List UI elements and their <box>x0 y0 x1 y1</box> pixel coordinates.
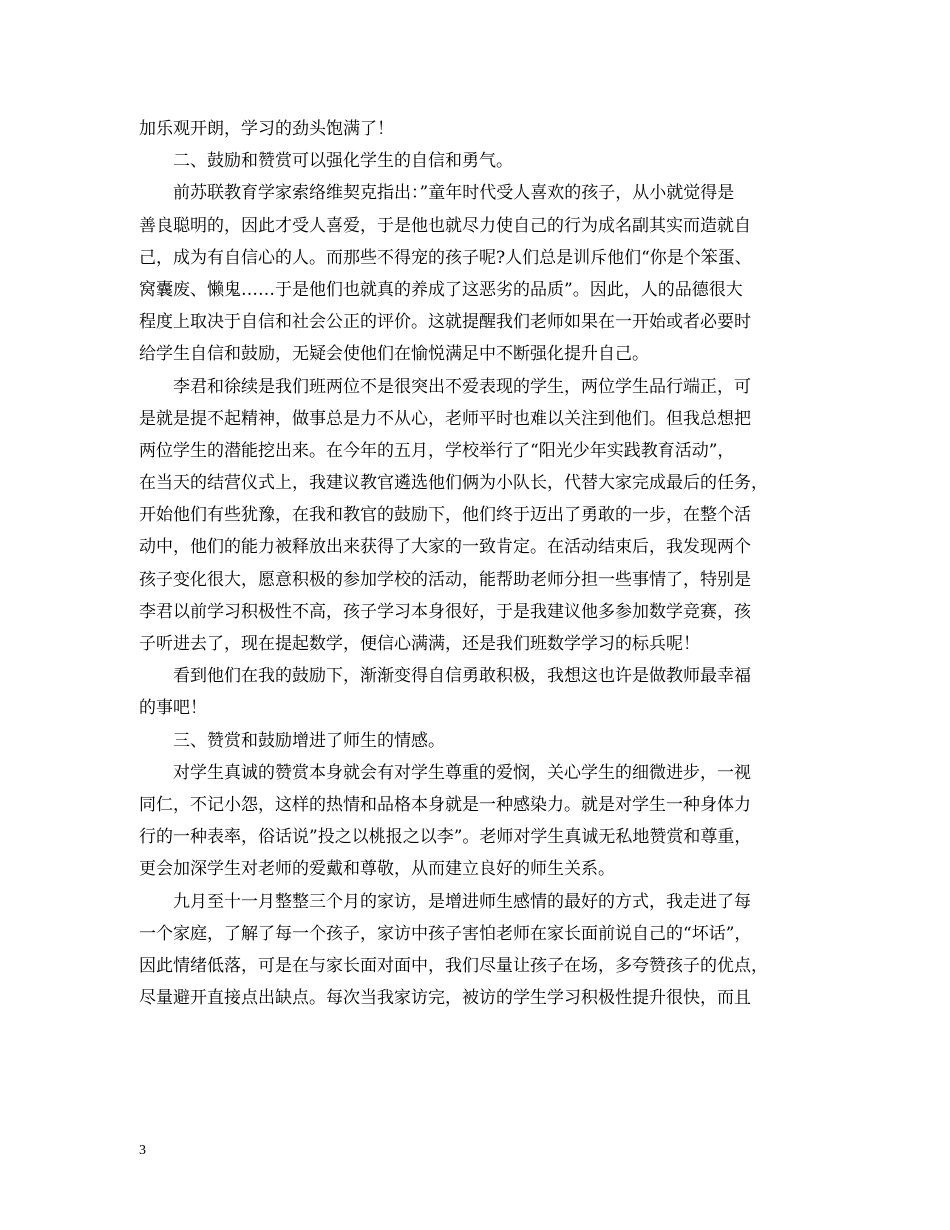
text-line: 更会加深学生对老师的爱戴和尊敬，从而建立良好的师生关系。 <box>139 859 615 880</box>
text-line: 三、赞赏和鼓励增进了师生的情感。 <box>173 730 445 751</box>
text-line: 己，成为有自信心的人。而那些不得宠的孩子呢?人们总是训斥他们“你是个笨蛋、 <box>139 247 752 268</box>
page-number: 3 <box>139 1143 146 1158</box>
text-line: 子听进去了，现在提起数学，便信心满满，还是我们班数学学习的标兵呢！ <box>139 634 700 654</box>
text-line: 动中，他们的能力被释放出来获得了大家的一致肯定。在活动结束后，我发现两个 <box>139 537 751 558</box>
text-line: 对学生真诚的赞赏本身就会有对学生尊重的爱悯，关心学生的细微进步，一视 <box>173 762 751 783</box>
text-line: 两位学生的潜能挖出来。在今年的五月，学校举行了“阳光少年实践教育活动”， <box>139 440 735 461</box>
text-line: 李君以前学习积极性不高，孩子学习本身很好，于是我建议他多参加数学竞赛，孩 <box>139 601 751 622</box>
text-line: 同仁，不记小怨，这样的热情和品格本身就是一种感染力。就是对学生一种身体力 <box>139 794 751 815</box>
text-line: 行的一种表率，俗话说”投之以桃报之以李”。老师对学生真诚无私地赞赏和尊重， <box>139 827 752 848</box>
text-line: 加乐观开朗，学习的劲头饱满了！ <box>139 119 394 139</box>
text-line: 前苏联教育学家索络维契克指出：”童年时代受人喜欢的孩子，从小就觉得是 <box>173 183 735 204</box>
text-line: 因此情绪低落，可是在与家长面对面中，我们尽量让孩子在场，多夸赞孩子的优点， <box>139 955 768 976</box>
text-line: 窝囊废、懒鬼……于是他们也就真的养成了这恶劣的品质”。因此，人的品德很大 <box>139 279 743 300</box>
body-text <box>139 113 819 1014</box>
text-line: 给学生自信和鼓励，无疑会使他们在愉悦满足中不断强化提升自己。 <box>139 344 649 365</box>
text-line: 的事吧！ <box>139 698 207 719</box>
text-line: 一个家庭，了解了每一个孩子，家访中孩子害怕老师在家长面前说自己的“坏话”， <box>139 923 752 944</box>
text-line: 开始他们有些犹豫，在我和教官的鼓励下，他们终于迈出了勇敢的一步，在整个活 <box>139 505 751 526</box>
text-line: 善良聪明的，因此才受人喜爱，于是他也就尽力使自己的行为成名副其实而造就自 <box>139 215 751 236</box>
text-line: 是就是提不起精神，做事总是力不从心，老师平时也难以关注到他们。但我总想把 <box>139 408 751 429</box>
text-line: 李君和徐续是我们班两位不是很突出不爱表现的学生，两位学生品行端正，可 <box>173 376 751 397</box>
text-line: 看到他们在我的鼓励下，渐渐变得自信勇敢积极，我想这也许是做教师最幸福 <box>173 666 751 687</box>
text-line: 程度上取决于自信和社会公正的评价。这就提醒我们老师如果在一开始或者必要时 <box>139 312 751 333</box>
text-line: 孩子变化很大，愿意积极的参加学校的活动，能帮助老师分担一些事情了，特别是 <box>139 569 751 590</box>
text-line: 尽量避开直接点出缺点。每次当我家访完，被访的学生学习积极性提升很快，而且 <box>139 988 751 1009</box>
text-line: 九月至十一月整整三个月的家访，是增进师生感情的最好的方式，我走进了每 <box>173 891 751 912</box>
text-line: 在当天的结营仪式上，我建议教官遴选他们俩为小队长，代替大家完成最后的任务， <box>139 473 768 494</box>
text-line: 二、鼓励和赞赏可以强化学生的自信和勇气。 <box>173 151 513 172</box>
